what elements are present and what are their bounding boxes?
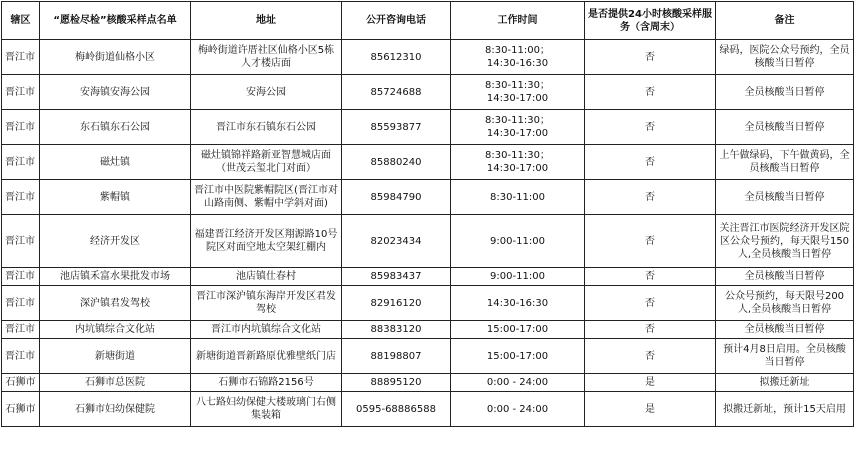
- address-cell: 新塘街道晋新路原优雅壁纸门店: [191, 339, 342, 374]
- site-name-cell: 新塘街道: [40, 339, 191, 374]
- remarks-cell: 全员核酸当日暂停: [716, 268, 854, 286]
- phone-cell: 85612310: [342, 40, 451, 75]
- table-row: [2, 215, 854, 268]
- table-row: [2, 392, 854, 427]
- hours-cell: 8:30-11:00； 14:30-16:30: [451, 40, 585, 75]
- service24-cell: 否: [585, 268, 716, 286]
- remarks-cell: 拟搬迁新址，预计15天启用: [716, 392, 854, 427]
- table-row: [2, 180, 854, 215]
- remarks-cell: 全员核酸当日暂停: [716, 180, 854, 215]
- table-row: [2, 40, 854, 75]
- phone-cell: 85880240: [342, 145, 451, 180]
- address-cell: 安海公园: [191, 75, 342, 110]
- district-cell: 石狮市: [2, 392, 40, 427]
- district-cell: 晋江市: [2, 215, 40, 268]
- phone-cell: 85593877: [342, 110, 451, 145]
- header-remarks: 备注: [716, 2, 854, 40]
- district-cell: 晋江市: [2, 145, 40, 180]
- remarks-cell: 全员核酸当日暂停: [716, 321, 854, 339]
- site-name-cell: 深沪镇君发驾校: [40, 286, 191, 321]
- address-cell: 池店镇仕春村: [191, 268, 342, 286]
- phone-cell: 0595-68886588: [342, 392, 451, 427]
- phone-cell: 82023434: [342, 215, 451, 268]
- remarks-cell: 拟搬迁新址: [716, 374, 854, 392]
- address-cell: 梅岭街道许厝社区仙格小区5栋人才楼店面: [191, 40, 342, 75]
- hours-cell: 8:30-11:30； 14:30-17:00: [451, 75, 585, 110]
- hours-cell: 15:00-17:00: [451, 339, 585, 374]
- address-cell: 晋江市东石镇东石公园: [191, 110, 342, 145]
- table-row: [2, 286, 854, 321]
- address-cell: 石狮市石锦路2156号: [191, 374, 342, 392]
- district-cell: 晋江市: [2, 110, 40, 145]
- sampling-sites-table: [1, 1, 854, 427]
- hours-cell: 14:30-16:30: [451, 286, 585, 321]
- header-service24: 是否提供24小时核酸采样服务（含周末）: [585, 2, 716, 40]
- address-cell: 晋江市中医院紫帽院区(晋江市对山路南侧、紫帽中学斜对面): [191, 180, 342, 215]
- district-cell: 晋江市: [2, 339, 40, 374]
- remarks-cell: 关注晋江市医院经济开发区院区公众号预约，每天限号150人,全员核酸当日暂停: [716, 215, 854, 268]
- district-cell: 晋江市: [2, 180, 40, 215]
- table-row: [2, 321, 854, 339]
- district-cell: 晋江市: [2, 268, 40, 286]
- remarks-cell: 绿码，医院公众号预约，全员核酸当日暂停: [716, 40, 854, 75]
- table-row: [2, 110, 854, 145]
- service24-cell: 否: [585, 339, 716, 374]
- table-header-row: [2, 2, 854, 40]
- site-name-cell: 安海镇安海公园: [40, 75, 191, 110]
- service24-cell: 否: [585, 321, 716, 339]
- site-name-cell: 紫帽镇: [40, 180, 191, 215]
- site-name-cell: 池店镇禾富水果批发市场: [40, 268, 191, 286]
- table-row: [2, 374, 854, 392]
- hours-cell: 8:30-11:30； 14:30-17:00: [451, 110, 585, 145]
- hours-cell: 15:00-17:00: [451, 321, 585, 339]
- table-row: [2, 75, 854, 110]
- service24-cell: 否: [585, 110, 716, 145]
- remarks-cell: 上午做绿码，下午做黄码，全员核酸当日暂停: [716, 145, 854, 180]
- district-cell: 晋江市: [2, 286, 40, 321]
- phone-cell: 88895120: [342, 374, 451, 392]
- site-name-cell: 石狮市总医院: [40, 374, 191, 392]
- address-cell: 晋江市内坑镇综合文化站: [191, 321, 342, 339]
- service24-cell: 否: [585, 40, 716, 75]
- phone-cell: 82916120: [342, 286, 451, 321]
- header-district: 辖区: [2, 2, 40, 40]
- district-cell: 晋江市: [2, 40, 40, 75]
- phone-cell: 85984790: [342, 180, 451, 215]
- header-hours: 工作时间: [451, 2, 585, 40]
- phone-cell: 85724688: [342, 75, 451, 110]
- remarks-cell: 全员核酸当日暂停: [716, 75, 854, 110]
- service24-cell: 否: [585, 286, 716, 321]
- phone-cell: 88198807: [342, 339, 451, 374]
- table-row: [2, 268, 854, 286]
- service24-cell: 否: [585, 145, 716, 180]
- remarks-cell: 预计4月8日启用。全员核酸当日暂停: [716, 339, 854, 374]
- district-cell: 晋江市: [2, 75, 40, 110]
- site-name-cell: 内坑镇综合文化站: [40, 321, 191, 339]
- service24-cell: 是: [585, 374, 716, 392]
- hours-cell: 9:00-11:00: [451, 268, 585, 286]
- remarks-cell: 全员核酸当日暂停: [716, 110, 854, 145]
- address-cell: 福建晋江经济开发区翔源路10号院区对面空地太空架红棚内: [191, 215, 342, 268]
- hours-cell: 9:00-11:00: [451, 215, 585, 268]
- phone-cell: 85983437: [342, 268, 451, 286]
- site-name-cell: 磁灶镇: [40, 145, 191, 180]
- hours-cell: 8:30-11:30； 14:30-17:00: [451, 145, 585, 180]
- table-row: [2, 145, 854, 180]
- site-name-cell: 东石镇东石公园: [40, 110, 191, 145]
- service24-cell: 是: [585, 392, 716, 427]
- header-phone: 公开咨询电话: [342, 2, 451, 40]
- address-cell: 晋江市深沪镇东海岸开发区君发驾校: [191, 286, 342, 321]
- site-name-cell: 梅岭街道仙格小区: [40, 40, 191, 75]
- remarks-cell: 公众号预约，每天限号200人,全员核酸当日暂停: [716, 286, 854, 321]
- header-site-name: “愿检尽检”核酸采样点名单: [40, 2, 191, 40]
- header-address: 地址: [191, 2, 342, 40]
- hours-cell: 0:00 - 24:00: [451, 374, 585, 392]
- hours-cell: 0:00 - 24:00: [451, 392, 585, 427]
- service24-cell: 否: [585, 215, 716, 268]
- address-cell: 八七路妇幼保健大楼玻璃门右侧集装箱: [191, 392, 342, 427]
- site-name-cell: 石狮市妇幼保健院: [40, 392, 191, 427]
- hours-cell: 8:30-11:00: [451, 180, 585, 215]
- district-cell: 晋江市: [2, 321, 40, 339]
- service24-cell: 否: [585, 180, 716, 215]
- district-cell: 石狮市: [2, 374, 40, 392]
- address-cell: 磁灶镇锦祥路新亚智慧城店面（世茂云玺北门对面）: [191, 145, 342, 180]
- table-row: [2, 339, 854, 374]
- site-name-cell: 经济开发区: [40, 215, 191, 268]
- service24-cell: 否: [585, 75, 716, 110]
- phone-cell: 88383120: [342, 321, 451, 339]
